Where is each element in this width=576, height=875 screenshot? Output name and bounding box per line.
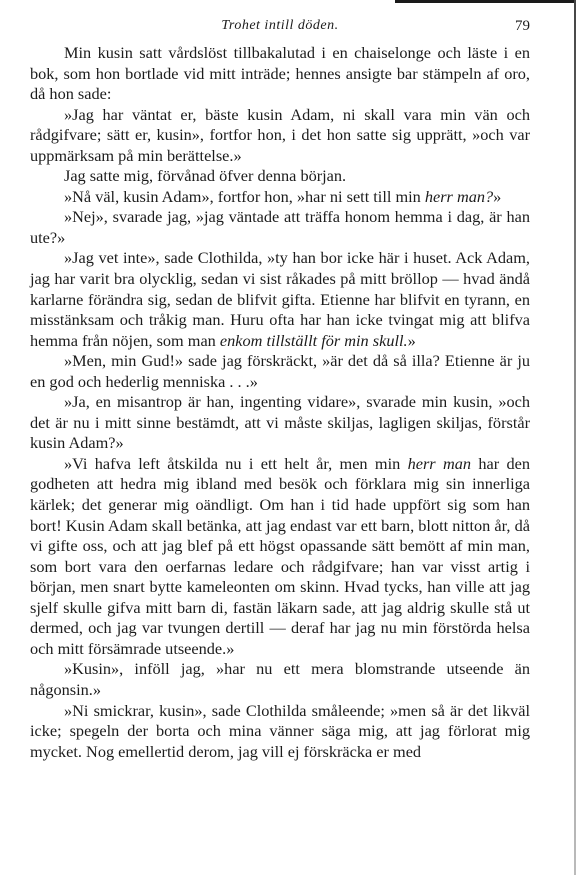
text-run: »Nej», svarade jag, »jag väntade att träffa honom hemma i dag, är han ute?» — [30, 207, 530, 247]
text-run: »Jag vet inte», sade Clothilda, »ty han bor icke här i huset. Ack Adam, jag har varit bra olycklig, sedan vi sist råkades på mitt bröllop — hvad ändå karlarne förändra sig, sedan de blifvit gifta. Etienne har blifvit en tyrann, en misstänksam och tråkig man. Huru ofta har han icke tvingat mig att blifva hemma från nöjen, som man — [30, 248, 530, 350]
paragraph — [30, 454, 530, 659]
top-edge-rule — [395, 0, 576, 3]
paragraph — [30, 105, 530, 167]
text-run: »Ja, en misantrop är han, ingenting vidare», svarade min kusin, »och det är nu i mitt sinne bestämdt, att vi måste skiljas, lagligen skiljas, förstår kusin Adam?» — [30, 392, 530, 453]
paragraph — [30, 392, 530, 454]
italic-run: enkom tillställt för min skull. — [219, 330, 408, 350]
text-run: Jag satte mig, förvånad öfver denna början. — [64, 166, 347, 186]
paragraph — [30, 207, 530, 248]
italic-run: herr man? — [424, 186, 494, 206]
text-run: »Kusin», inföll jag, »har nu ett mera blomstrande utseende än någonsin.» — [30, 659, 530, 699]
text-run: »Jag har väntat er, bäste kusin Adam, ni skall vara min vän och rådgifvare; sätt er, kusin», fortfor hon, i det hon satte sig upprätt, »och var uppmärksam på min berättelse.» — [30, 104, 530, 165]
paragraph — [30, 701, 530, 763]
text-run: har den godheten att hedra mig ibland med besök och förklara mig sin innerliga kärlek; det generar mig oändligt. Om han i tid hade uppfört sig som han bort! Kusin Adam skall betänka, att jag endast var ett barn, blott nitton år, då vi gifte oss, och att jag blef på ett högst opassande sätt bemött af min man, som bort vara den oerfarnas ledare och rådgifvare; han var visst artig i början, men snart bytte kameleonten om skinn. Hvad tycks, han ville att jag sjelf skulle gifva mitt barn di, fastän läkarn sade, att jag aldrig skulle stå ut dermed, och jag var tvungen dertill — deraf har jag nu min förstörda helsa och mitt försämrade utseende.» — [30, 453, 530, 658]
text-run: » — [407, 330, 416, 350]
paragraph — [30, 659, 530, 700]
book-page — [30, 14, 530, 762]
body-text — [30, 43, 530, 762]
text-run: » — [493, 186, 502, 206]
paragraph — [30, 351, 530, 392]
text-run: »Ni smickrar, kusin», sade Clothilda småleende; »men så är det likväl icke; spegeln der borta och mina vänner säga mig, att jag förlorat mig mycket. Nog emellertid derom, jag vill ej förskräcka er med — [30, 700, 530, 761]
text-run: »Vi hafva left åtskilda nu i ett helt år, men min — [64, 453, 408, 473]
text-run: »Nå väl, kusin Adam», fortfor hon, »har ni sett till min — [64, 186, 425, 206]
italic-run: herr man — [407, 453, 472, 473]
paragraph — [30, 43, 530, 105]
running-title: Trohet intill döden. — [221, 18, 339, 33]
running-header — [30, 14, 530, 36]
paragraph — [30, 187, 530, 208]
text-run: »Men, min Gud!» sade jag förskräckt, »är det då så illa? Etienne är ju en god och hederlig menniska . . .» — [30, 351, 530, 391]
paragraph — [30, 248, 530, 351]
paragraph — [30, 166, 530, 187]
page-number: 79 — [515, 18, 530, 34]
text-run: Min kusin satt vårdslöst tillbakalutad i en chaiselonge och läste i en bok, som hon bortlade vid mitt inträde; hennes ansigte bar stämpeln af oro, då hon sade: — [30, 43, 530, 104]
